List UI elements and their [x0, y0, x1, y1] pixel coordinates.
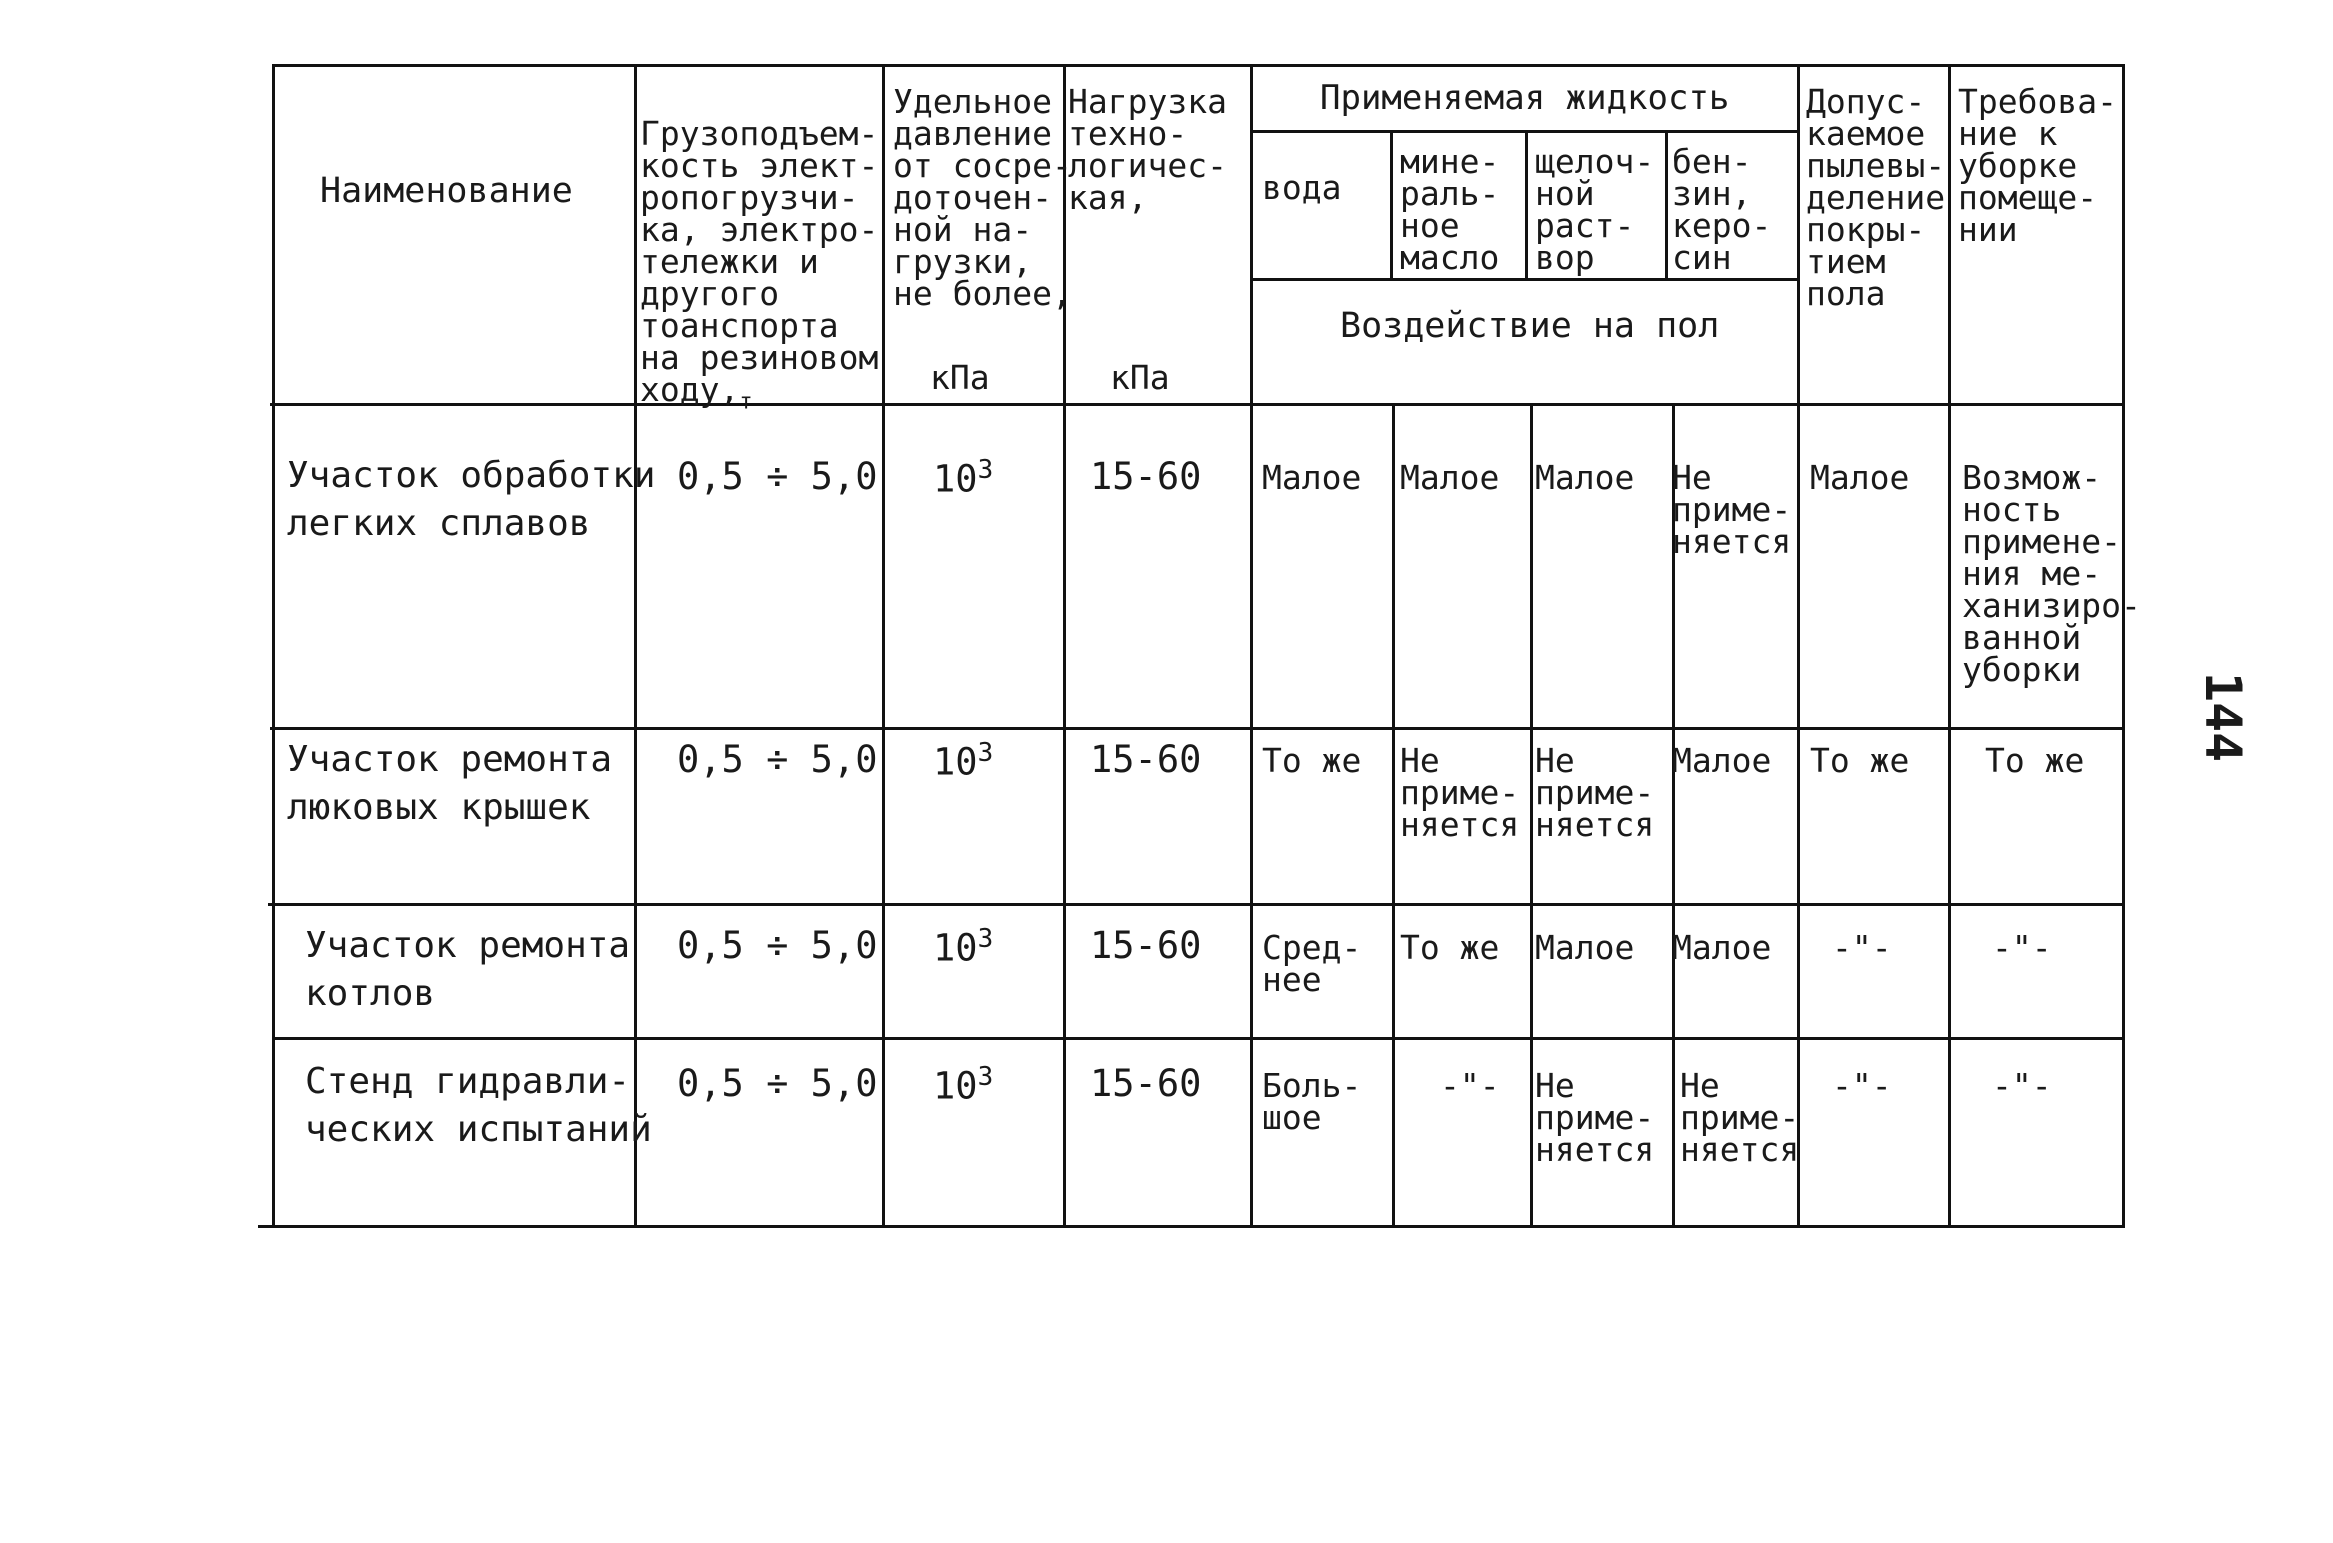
row1-name: Участок обработки легких сплавов	[287, 455, 656, 544]
row4-name: Стенд гидравли- ческих испытаний	[305, 1061, 652, 1150]
col-rule-4	[1250, 64, 1253, 1227]
rule-bottom	[258, 1225, 2125, 1228]
col-rule-8	[1797, 64, 1800, 1227]
header-capacity-text: Грузоподъем- кость элект- ропогрузчи- ка, электро- тележки и другого тоанспорта на резиновом ходу,	[640, 114, 879, 409]
row1-load: 15-60	[1090, 455, 1202, 498]
row3-load: 15-60	[1090, 924, 1202, 967]
row3-water: Сред- нее	[1262, 928, 1362, 999]
row2-alkali: Не приме- няется	[1535, 741, 1655, 844]
row3-pressure-exp: 3	[977, 924, 994, 954]
row2-cleaning: То же	[1985, 741, 2085, 780]
row4-pressure-exp: 3	[977, 1062, 994, 1092]
row1-alkali: Малое	[1535, 458, 1635, 497]
header-capacity-unit: т	[739, 389, 753, 415]
col-rule-6b	[1530, 403, 1533, 1227]
rule-row3	[275, 1037, 2125, 1040]
row3-dust: -"-	[1832, 928, 1892, 967]
row4-alkali: Не приме- няется	[1535, 1066, 1655, 1169]
col-rule-2	[882, 64, 885, 1227]
header-liquid-oil: мине- раль- ное масло	[1400, 142, 1500, 277]
row2-pressure-base: 10	[933, 740, 978, 784]
col-rule-1	[634, 64, 637, 1227]
col-rule-5	[1390, 130, 1393, 278]
row1-petrol: Не приме- няется	[1672, 458, 1792, 561]
row4-load: 15-60	[1090, 1062, 1202, 1105]
row4-petrol: Не приме- няется	[1680, 1066, 1800, 1169]
header-capacity	[640, 86, 878, 419]
row1-cleaning: Возмож- ность примене- ния ме- ханизиро- ванной уборки	[1962, 458, 2141, 689]
row2-petrol: Малое	[1672, 741, 1772, 780]
rule-row2	[268, 903, 2125, 906]
row2-dust: То же	[1810, 741, 1910, 780]
row4-dust: -"-	[1832, 1066, 1892, 1105]
row4-cleaning: -"-	[1992, 1066, 2052, 1105]
col-rule-6	[1525, 130, 1528, 278]
header-liquid-group: Применяемая жидкость	[1320, 78, 1730, 118]
row3-name: Участок ремонта котлов	[305, 925, 631, 1014]
col-rule-9	[1948, 64, 1951, 1227]
header-liquid-petrol: бен- зин, керо- син	[1672, 142, 1772, 277]
header-cleaning: Требова- ние к уборке помеще- нии	[1958, 82, 2117, 249]
row4-oil: -"-	[1440, 1066, 1500, 1105]
row2-name: Участок ремонта люковых крышек	[287, 739, 613, 828]
row3-capacity: 0,5 ÷ 5,0	[677, 924, 878, 967]
row2-load: 15-60	[1090, 738, 1202, 781]
row1-water: Малое	[1262, 458, 1362, 497]
header-dust: Допус- каемое пылевы- деление покры- тием пола	[1806, 82, 1946, 313]
row1-pressure-base: 10	[933, 457, 978, 501]
header-name: Наименование	[320, 171, 573, 211]
row3-cleaning: -"-	[1992, 928, 2052, 967]
row3-pressure-base: 10	[933, 926, 978, 970]
header-impact: Воздействие на пол	[1340, 306, 1720, 346]
page-number: 144	[2194, 671, 2253, 763]
rule-row1	[270, 727, 2125, 730]
header-load: Нагрузка техно- логичес- кая,	[1068, 82, 1227, 217]
header-liquid-alkali: щелоч- ной раст- вор	[1535, 142, 1655, 277]
col-rule-5b	[1392, 403, 1395, 1227]
row4-pressure-base: 10	[933, 1064, 978, 1108]
row3-alkali: Малое	[1535, 928, 1635, 967]
col-rule-7	[1665, 130, 1668, 278]
header-pressure-unit: кПа	[930, 358, 990, 397]
row3-pressure	[933, 924, 993, 969]
row4-capacity: 0,5 ÷ 5,0	[677, 1062, 878, 1105]
row2-oil: Не приме- няется	[1400, 741, 1520, 844]
row2-water: То же	[1262, 741, 1362, 780]
rule-left	[272, 64, 275, 1227]
row3-oil: То же	[1400, 928, 1500, 967]
row2-pressure	[933, 738, 993, 783]
row2-pressure-exp: 3	[977, 738, 994, 768]
row4-water: Боль- шое	[1262, 1066, 1362, 1137]
row1-oil: Малое	[1400, 458, 1500, 497]
rule-header-bottom	[270, 403, 2125, 406]
row2-capacity: 0,5 ÷ 5,0	[677, 738, 878, 781]
rule-impact	[1250, 278, 1800, 281]
header-load-unit: кПа	[1110, 358, 1170, 397]
header-pressure: Удельное давление от сосре- доточен- ной на- грузки, не более,	[893, 82, 1072, 313]
header-liquid-water: вода	[1262, 168, 1342, 207]
row1-dust: Малое	[1810, 458, 1910, 497]
row3-petrol: Малое	[1672, 928, 1772, 967]
row1-capacity: 0,5 ÷ 5,0	[677, 455, 878, 498]
row4-pressure	[933, 1062, 993, 1107]
row1-pressure	[933, 455, 993, 500]
row1-pressure-exp: 3	[977, 455, 994, 485]
rule-top	[275, 64, 2125, 67]
